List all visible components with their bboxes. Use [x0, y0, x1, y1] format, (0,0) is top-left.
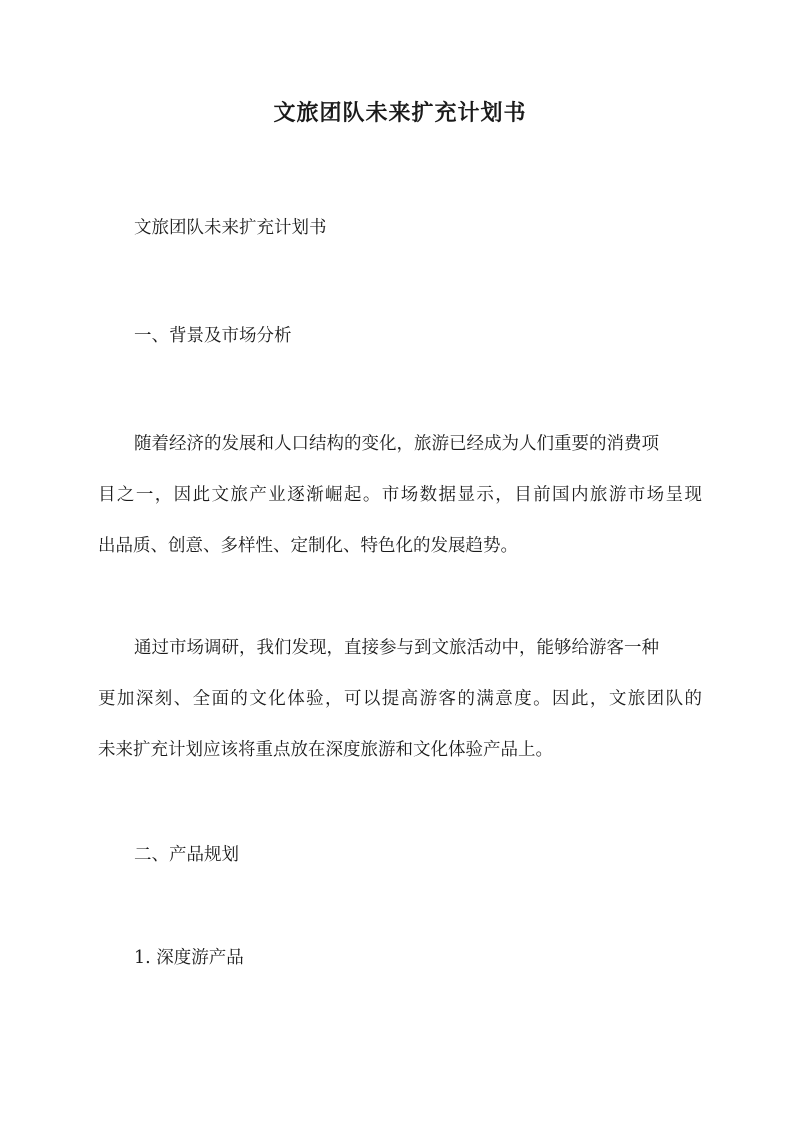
paragraph-line: 随着经济的发展和人口结构的变化，旅游已经成为人们重要的消费项 — [134, 434, 659, 454]
item-heading-deep-travel: 1. 深度游产品 — [134, 948, 244, 968]
document-title: 文旅团队未来扩充计划书 — [273, 100, 527, 126]
document-subtitle: 文旅团队未来扩充计划书 — [134, 218, 327, 238]
paragraph-line: 出品质、创意、多样性、定制化、特色化的发展趋势。 — [98, 536, 518, 556]
paragraph-line: 更加深刻、全面的文化体验，可以提高游客的满意度。因此，文旅团队的 — [98, 689, 702, 709]
paragraph-line: 通过市场调研，我们发现，直接参与到文旅活动中，能够给游客一种 — [134, 638, 659, 658]
section-heading-product: 二、产品规划 — [134, 845, 239, 865]
paragraph-line: 未来扩充计划应该将重点放在深度旅游和文化体验产品上。 — [98, 740, 553, 760]
paragraph-line: 目之一，因此文旅产业逐渐崛起。市场数据显示，目前国内旅游市场呈现 — [98, 485, 702, 505]
section-heading-background: 一、背景及市场分析 — [134, 326, 292, 346]
